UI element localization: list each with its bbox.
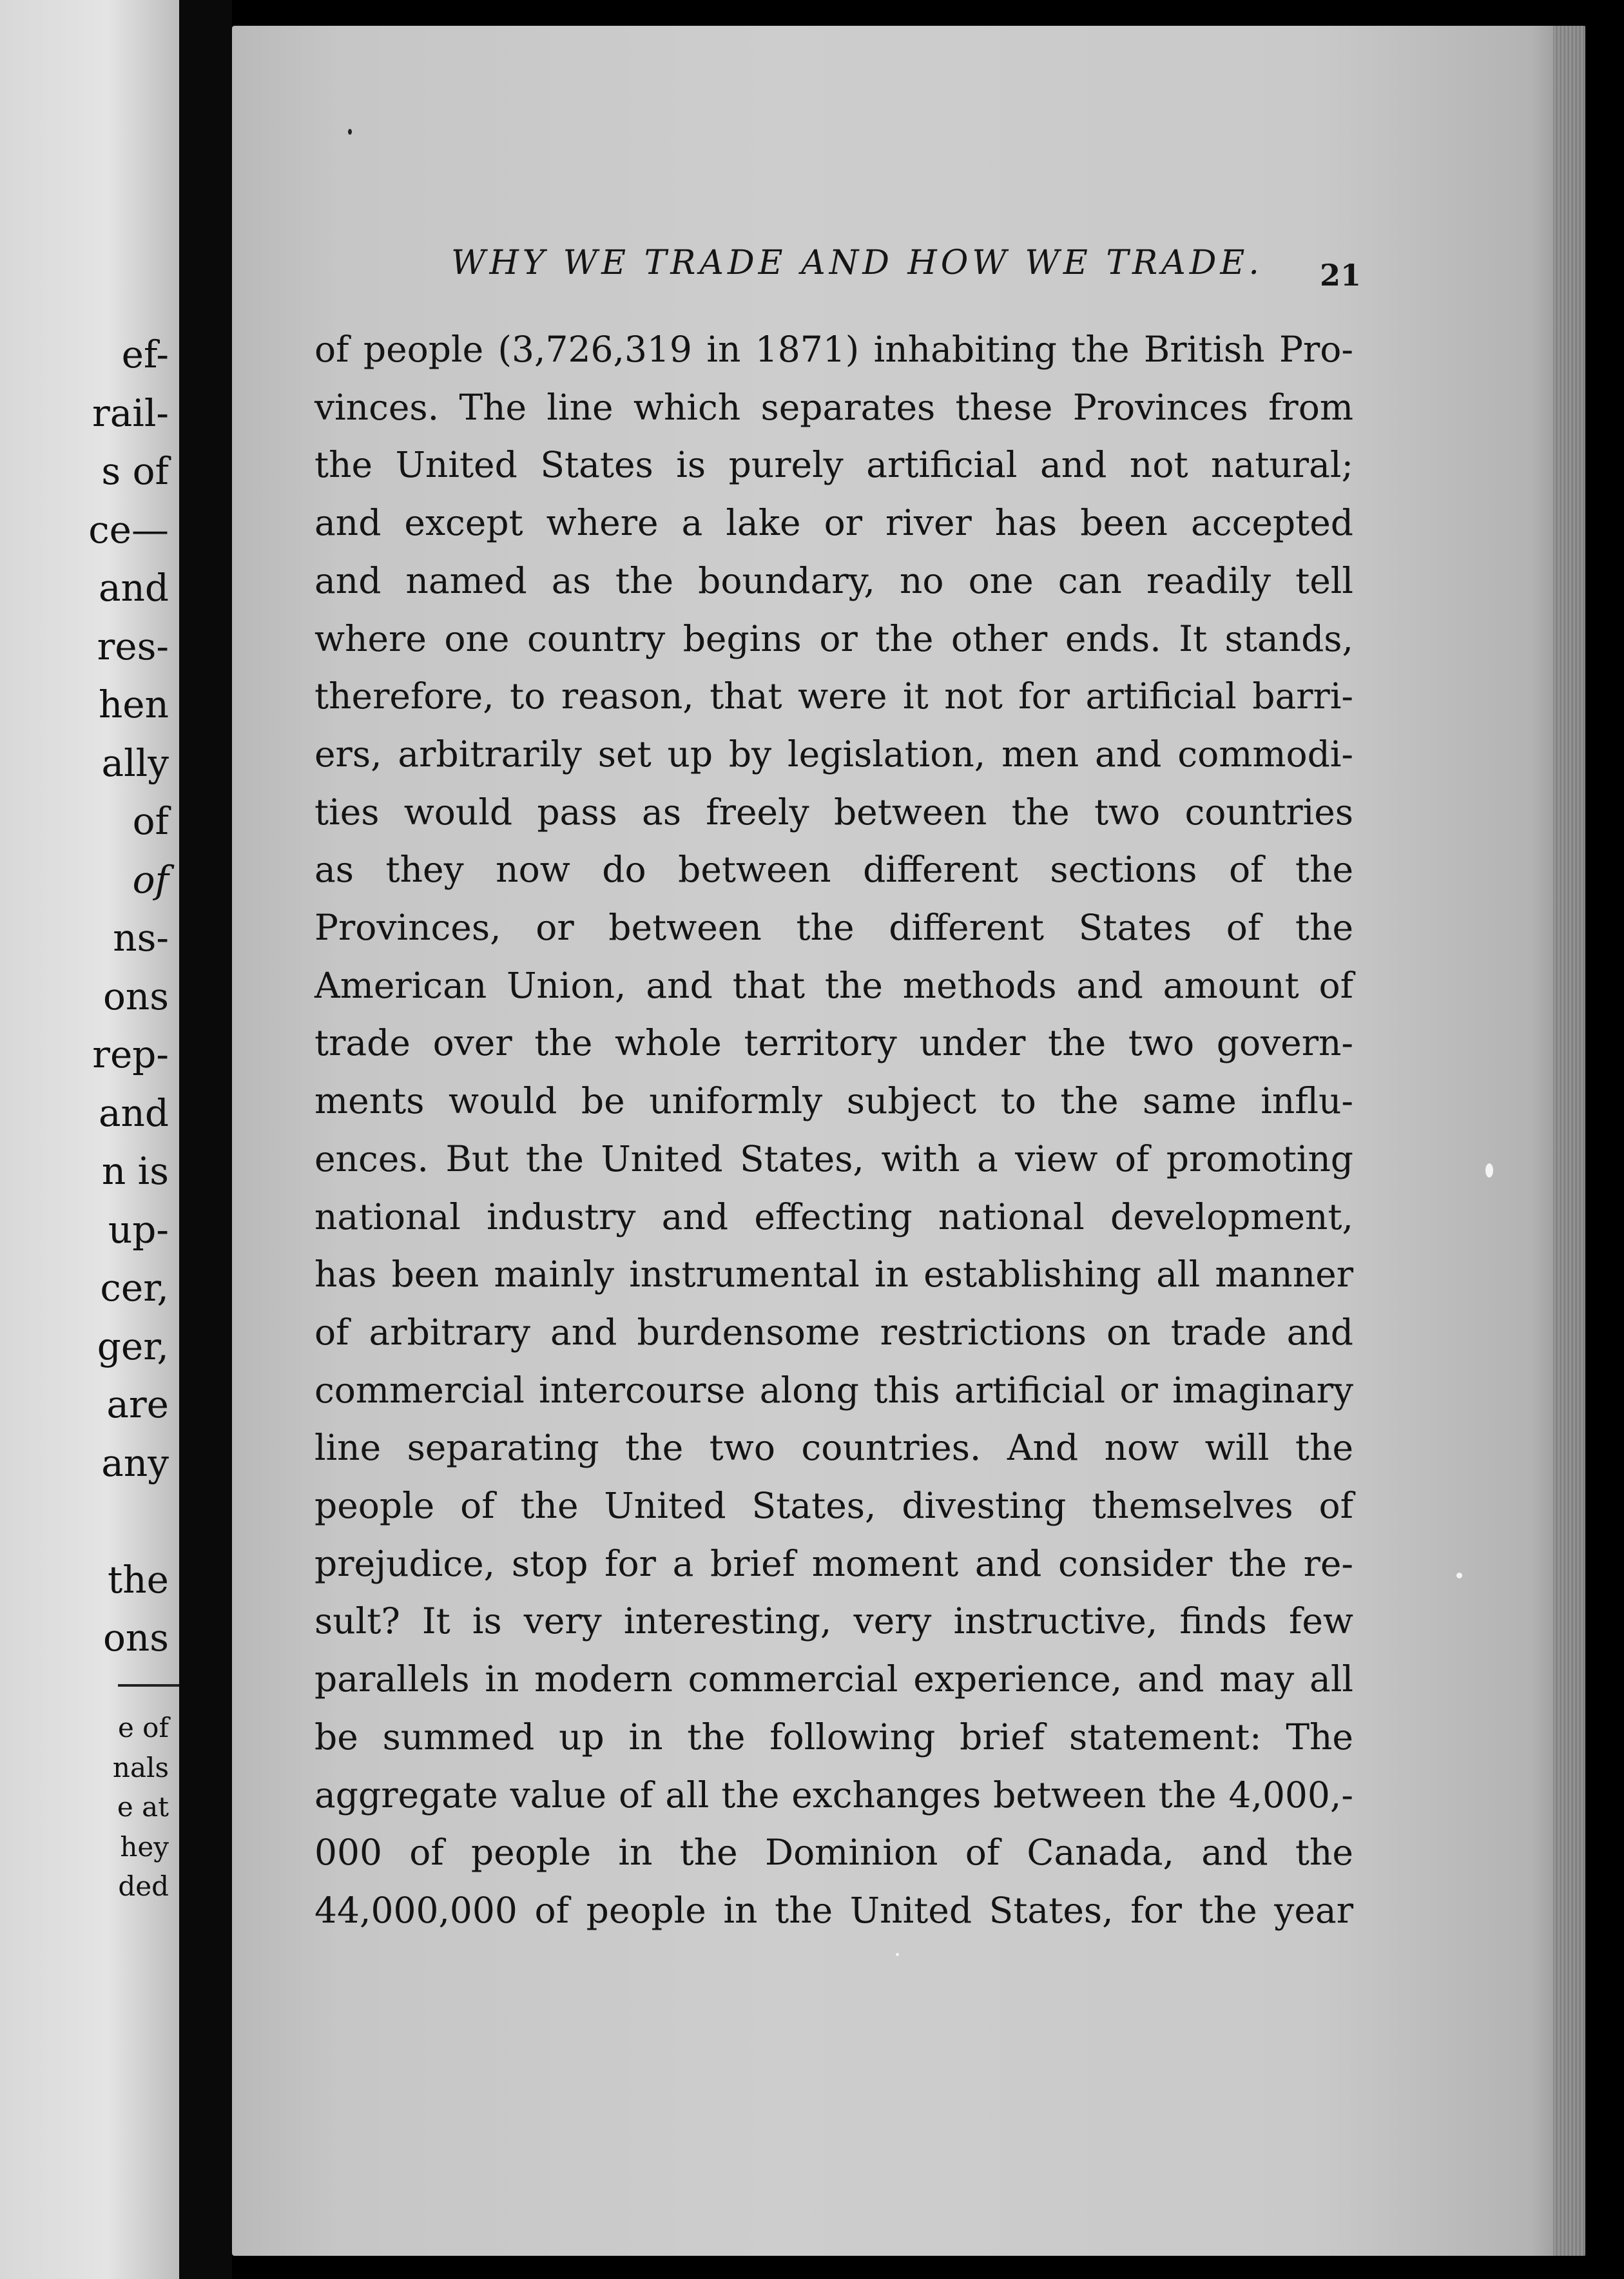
scan-speck [348,129,352,135]
text-line: vinces. The line which separates these Provinces from [314,386,1353,428]
left-fragment: are [106,1382,169,1426]
text-line: American Union, and that the methods and amount of [314,964,1353,1006]
left-page-text-fragments [88,325,169,1667]
page-edge [1553,26,1585,2256]
left-fragment: res- [97,624,169,668]
left-fragment [88,1492,169,1551]
left-fragment: of [132,857,169,902]
text-line: trade over the whole territory under the two govern- [314,1022,1353,1064]
left-fragment: ef- [121,333,169,376]
left-note: ded [118,1870,169,1902]
text-line: aggregate value of all the exchanges between the 4,000,- [314,1774,1353,1816]
left-fragment: ce— [88,507,169,552]
scan-speck [896,1953,899,1956]
scan-speck [1456,1573,1462,1578]
body-text [314,321,1353,1940]
left-note: nals [112,1751,169,1783]
text-line: line separating the two countries. And now will the [314,1427,1353,1469]
left-fragment: ns- [113,916,169,960]
text-line: be summed up in the following brief statement: The [314,1716,1353,1758]
left-page-footnote-fragments [113,1708,169,1906]
left-fragment: and [98,1091,169,1135]
text-line: as they now do between different sections of the [314,849,1353,891]
running-head: WHY WE TRADE AND HOW WE TRADE. [451,244,1263,282]
left-fragment: ons [102,974,169,1018]
left-note: hey [120,1830,169,1863]
left-fragment: ally [101,741,169,785]
page-number: 21 [1320,258,1362,293]
left-fragment: ons [102,1616,169,1660]
text-line: therefore, to reason, that were it not for artificial barri- [314,675,1353,717]
left-fragment: the [108,1557,169,1602]
text-line: of arbitrary and burdensome restrictions on trade and [314,1311,1353,1353]
left-note: e of [117,1712,169,1743]
text-line: has been mainly instrumental in establishing all manner [314,1254,1353,1295]
text-line: and except where a lake or river has been accepted [314,502,1353,544]
scan-speck [1485,1163,1493,1178]
text-line: Provinces, or between the different States of the [314,907,1353,949]
left-fragment: of [132,799,169,843]
text-line: sult? It is very interesting, very instructive, finds few [314,1600,1353,1642]
left-fragment: any [101,1440,169,1485]
text-line: prejudice, stop for a brief moment and consider the re- [314,1542,1353,1584]
text-line: ers, arbitrarily set up by legislation, men and commodi- [314,733,1353,775]
text-line: the United States is purely artificial and not natural; [314,444,1353,486]
left-note: e at [117,1791,169,1823]
text-line: people of the United States, divesting themselves of [314,1485,1353,1527]
left-fragment: cer, [100,1266,169,1310]
footnote-rule [118,1684,179,1687]
text-line: national industry and effecting national development, [314,1196,1353,1237]
left-page-edge [0,0,179,2279]
text-line: of people (3,726,319 in 1871) inhabiting the British Pro- [314,329,1353,370]
text-line: ences. But the United States, with a view of promoting [314,1138,1353,1179]
text-line: where one country begins or the other ends. It stands, [314,617,1353,659]
left-fragment: up- [108,1207,169,1252]
text-line: parallels in modern commercial experience, and may all [314,1658,1353,1700]
left-fragment: s of [101,449,169,493]
text-line: 000 of people in the Dominion of Canada, and the [314,1832,1353,1874]
left-fragment: n is [101,1149,169,1193]
left-fragment: ger, [97,1324,169,1368]
text-line: ties would pass as freely between the two countries [314,791,1353,833]
text-line: commercial intercourse along this artificial or imaginary [314,1369,1353,1411]
book-gutter [179,0,232,2279]
left-fragment: rep- [92,1033,169,1076]
left-fragment: rail- [92,391,169,435]
left-fragment: hen [98,683,169,726]
text-line: 44,000,000 of people in the United States, for the year [314,1889,1353,1931]
text-line: ments would be uniformly subject to the same influ- [314,1080,1353,1122]
text-line: and named as the boundary, no one can readily tell [314,559,1353,601]
left-fragment: and [98,566,169,610]
